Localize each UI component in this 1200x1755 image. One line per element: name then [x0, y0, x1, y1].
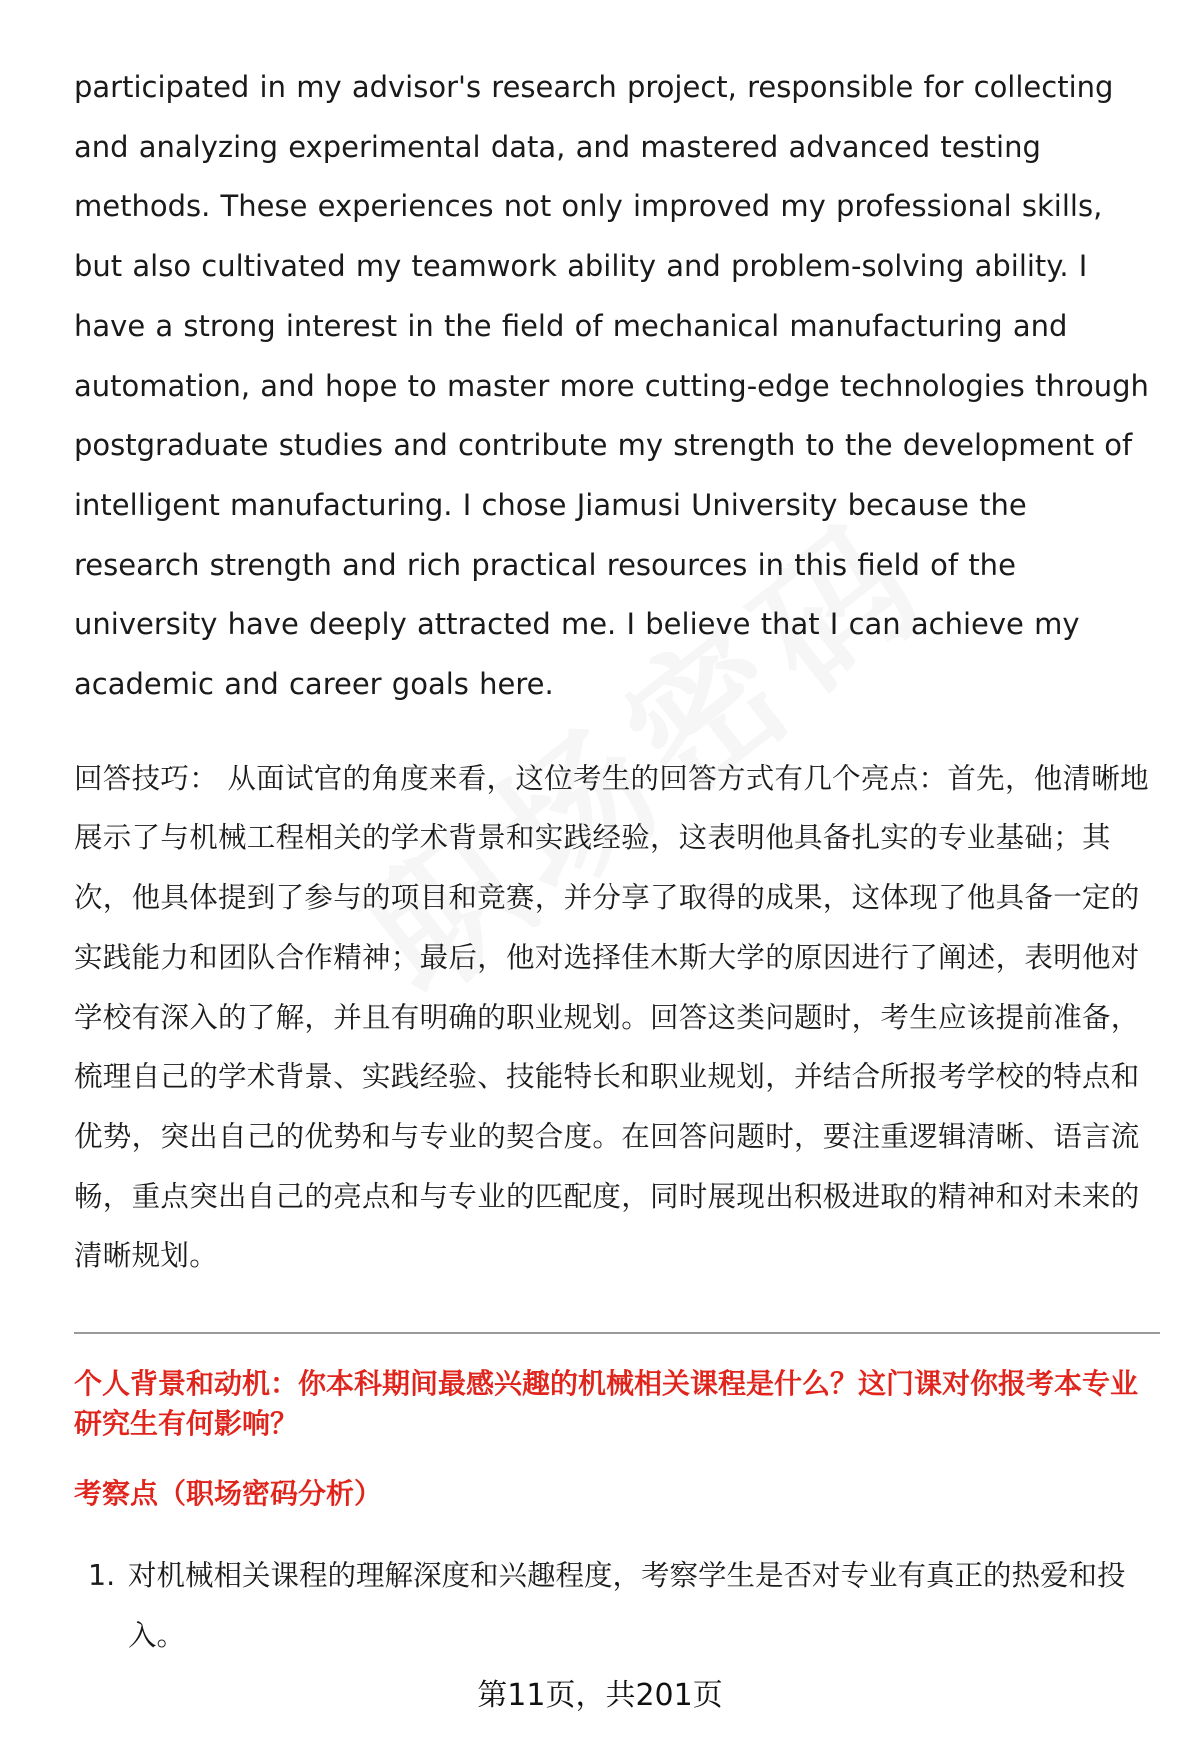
- document-body: [74, 58, 1160, 1666]
- list-item-number: 1.: [88, 1559, 116, 1593]
- page-footer: 第11页，共201页: [477, 1678, 723, 1713]
- assessment-heading: 考察点（职场密码分析）: [74, 1477, 383, 1511]
- list-item: [74, 1546, 1160, 1666]
- section-divider: [74, 1332, 1160, 1334]
- question-heading: 个人背景和动机：你本科期间最感兴趣的机械相关课程是什么？这门课对你报考本专业研究生有何影响？: [74, 1367, 1139, 1441]
- list-item-text: 对机械相关课程的理解深度和兴趣程度，考察学生是否对专业有真正的热爱和投入。: [128, 1559, 1126, 1653]
- tips-paragraph: 回答技巧： 从面试官的角度来看，这位考生的回答方式有几个亮点：首先，他清晰地展示了与机械工程相关的学术背景和实践经验，这表明他具备扎实的专业基础；其次，他具体提到了参与的项目和竞赛，并分享了取得的成果，这体现了他具备一定的实践能力和团队合作精神；最后，他对选择佳木斯大学的原因进行了阐述，表明他对学校有深入的了解，并且有明确的职业规划。回答这类问题时，考生应该提前准备，梳理自己的学术背景、实践经验、技能特长和职业规划，并结合所报考学校的特点和优势，突出自己的优势和与专业的契合度。在回答问题时，要注重逻辑清晰、语言流畅，重点突出自己的亮点和与专业的匹配度，同时展现出积极进取的精神和对未来的清晰规划。: [74, 761, 1149, 1273]
- assessment-list: [74, 1546, 1160, 1666]
- answer-paragraph: participated in my advisor's research project, responsible for collecting and analyzing experimental data, and mastered advanced testing methods. These experiences not only improved my professional skills, but also cultivated my teamwork ability and problem-solving ability. I have a strong interest in the field of mechanical manufacturing and automation, and hope to master more cutting-edge technologies through postgraduate studies and contribute my strength to the development of intelligent manufacturing. I chose Jiamusi University because the research strength and rich practical resources in this field of the university have deeply attracted me. I believe that I can achieve my academic and career goals here.: [74, 70, 1149, 702]
